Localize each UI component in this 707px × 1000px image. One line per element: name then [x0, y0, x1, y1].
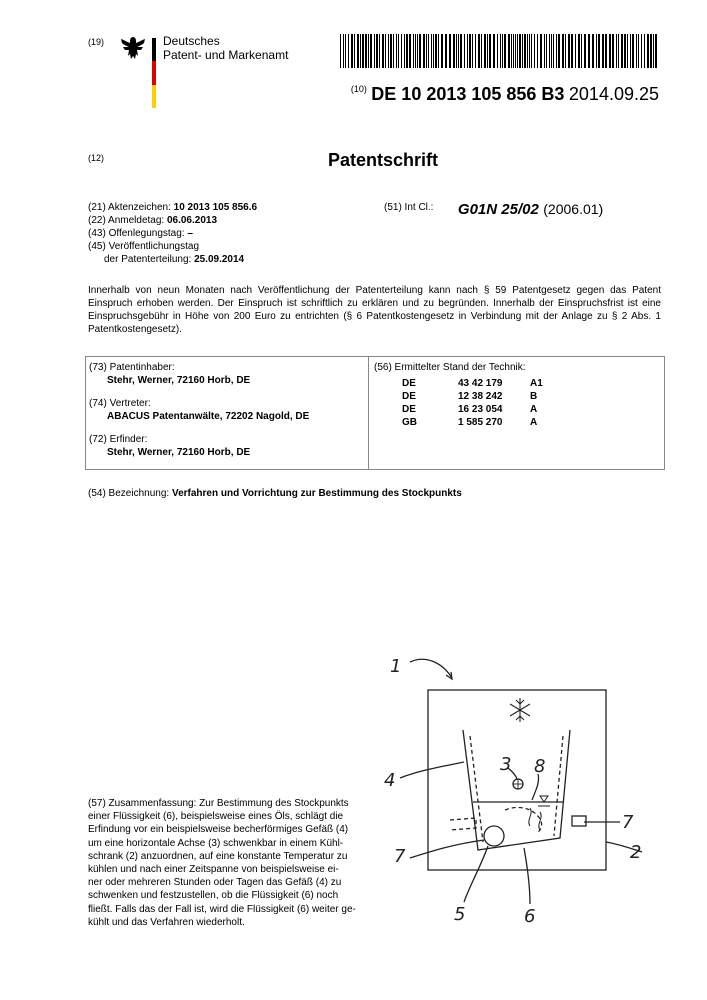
filing-date: 06.06.2013	[166, 215, 218, 226]
invention-title: Verfahren und Vorrichtung zur Bestimmung des Stockpunkts	[171, 488, 462, 499]
table-divider	[368, 356, 369, 470]
left-bracket	[450, 818, 476, 830]
citation-row: GB 1 585 270 A	[402, 417, 538, 428]
code-10: (10)	[350, 84, 367, 94]
drawing-label-1: 1	[390, 656, 402, 677]
drawing-label-6: 6	[524, 906, 536, 927]
publication-header	[351, 84, 659, 105]
drawing-label-4: 4	[384, 770, 396, 791]
prior-art	[374, 361, 543, 429]
citations-table	[402, 377, 543, 429]
citation-row: DE 16 23 054 A	[402, 404, 538, 415]
code-12: (12)	[88, 153, 105, 163]
leader-line-4	[400, 762, 464, 778]
drawing-label-8: 8	[534, 756, 546, 777]
drawing-label-2: 2	[630, 842, 642, 863]
vessel	[463, 730, 570, 850]
drawing-label-7-left: 7	[394, 846, 406, 867]
leader-line-6	[524, 848, 530, 904]
int-cl: $^{(51) Int Cl.:}$ G01N 25/02 (2006.01)	[384, 201, 604, 218]
int-cl-version: (2006.01)	[543, 201, 604, 217]
drawing-label-5: 5	[454, 904, 466, 925]
leader-line-8	[532, 774, 539, 800]
party-holder: (73) Patentinhaber: Stehr, Werner, 72160 Horb, DE	[89, 362, 251, 386]
citation-row: DE 12 38 242 B	[402, 391, 538, 402]
publication-date: 2014.09.25	[568, 84, 659, 104]
barcode	[340, 34, 662, 68]
vessel-hidden-line	[470, 736, 483, 842]
leader-line-5	[464, 846, 488, 902]
document-type: Patentschrift	[328, 150, 439, 170]
application-number: 10 2013 105 856.6	[173, 202, 258, 213]
leader-line-1	[410, 659, 452, 678]
party-inventor: (72) Erfinder: Stehr, Werner, 72160 Horb, DE	[89, 434, 251, 458]
german-flag-stripe	[152, 38, 156, 108]
drawing-label-7-right: 7	[622, 812, 634, 833]
party-representative: (74) Vertreter: ABACUS Patentanwälte, 72202 Nagold, DE	[89, 398, 310, 422]
publication-number: DE 10 2013 105 856 B3	[371, 84, 565, 104]
patent-drawing	[380, 650, 650, 930]
federal-eagle-icon	[118, 34, 148, 64]
citation-row: DE 43 42 179 A1	[402, 378, 543, 389]
title-line: (54) Bezeichnung: Verfahren und Vorrichtung zur Bestimmung des Stockpunkts	[88, 488, 462, 499]
parties	[89, 361, 364, 459]
right-bracket	[572, 816, 586, 826]
laid-open-date: –	[187, 228, 193, 239]
opposition-notice: Innerhalb von neun Monaten nach Veröffentlichung der Patenterteilung kann nach § 59 Patentgesetz gegen das Patent Einspruch erhoben werden. Der Einspruch ist schriftlich zu erklären und zu begründen. Innerhalb der Einspruchsfrist ist eine Einspruchsgebühr in Höhe von 200 Euro zu entrichten (§ 6 Patentkostengesetz in Verbindung mit der Anlage zu § 2 Abs. 1 Patentkostengesetz).	[88, 285, 661, 335]
abstract: (57) Zusammenfassung: Zur Bestimmung des Stockpunkts einer Flüssigkeit (6), beispielsweise eines Öls, schlägt die Erfindung vor ein beispielsweise becherförmiges Gefäß (4) um eine horizontale Achse (3) schwenkbar in einem Kühl- schrank (2) anzuordnen, auf eine konstante Temperatur zu kühlen und nach einer Zeitspanne von beispielsweise ei- ner oder mehreren Stunden oder Tagen das Gefäß (4) zu schwenken und festzustellen, ob die Flüssigkeit (6) noch fließt. Falls das der Fall ist, wird die Flüssigkeit (6) weiter ge- kühlt und das Verfahren wiederholt.	[88, 798, 356, 928]
office-name: Deutsches Patent- und Markenamt	[163, 34, 289, 62]
int-cl-value: G01N 25/02	[457, 201, 539, 218]
drawing-label-3: 3	[500, 754, 512, 775]
tilt-path	[505, 807, 542, 832]
snowflake-icon	[510, 698, 530, 722]
grant-publication-date: 25.09.2014	[194, 254, 245, 265]
level-marker	[540, 796, 548, 802]
bibliographic-data: (21) Aktenzeichen: 10 2013 105 856.6 (22) Anmeldetag: 06.06.2013 (43) Offenlegungstag: – (45) Veröffentlichungstag der Patenterteilung: 25.09.2014	[88, 202, 258, 265]
fridge-box	[428, 690, 606, 870]
prior-art-label: (56) Ermittelter Stand der Technik:	[374, 362, 526, 373]
code-19: (19)	[88, 37, 105, 47]
ball	[484, 826, 504, 846]
leader-line-7-left	[410, 840, 484, 858]
